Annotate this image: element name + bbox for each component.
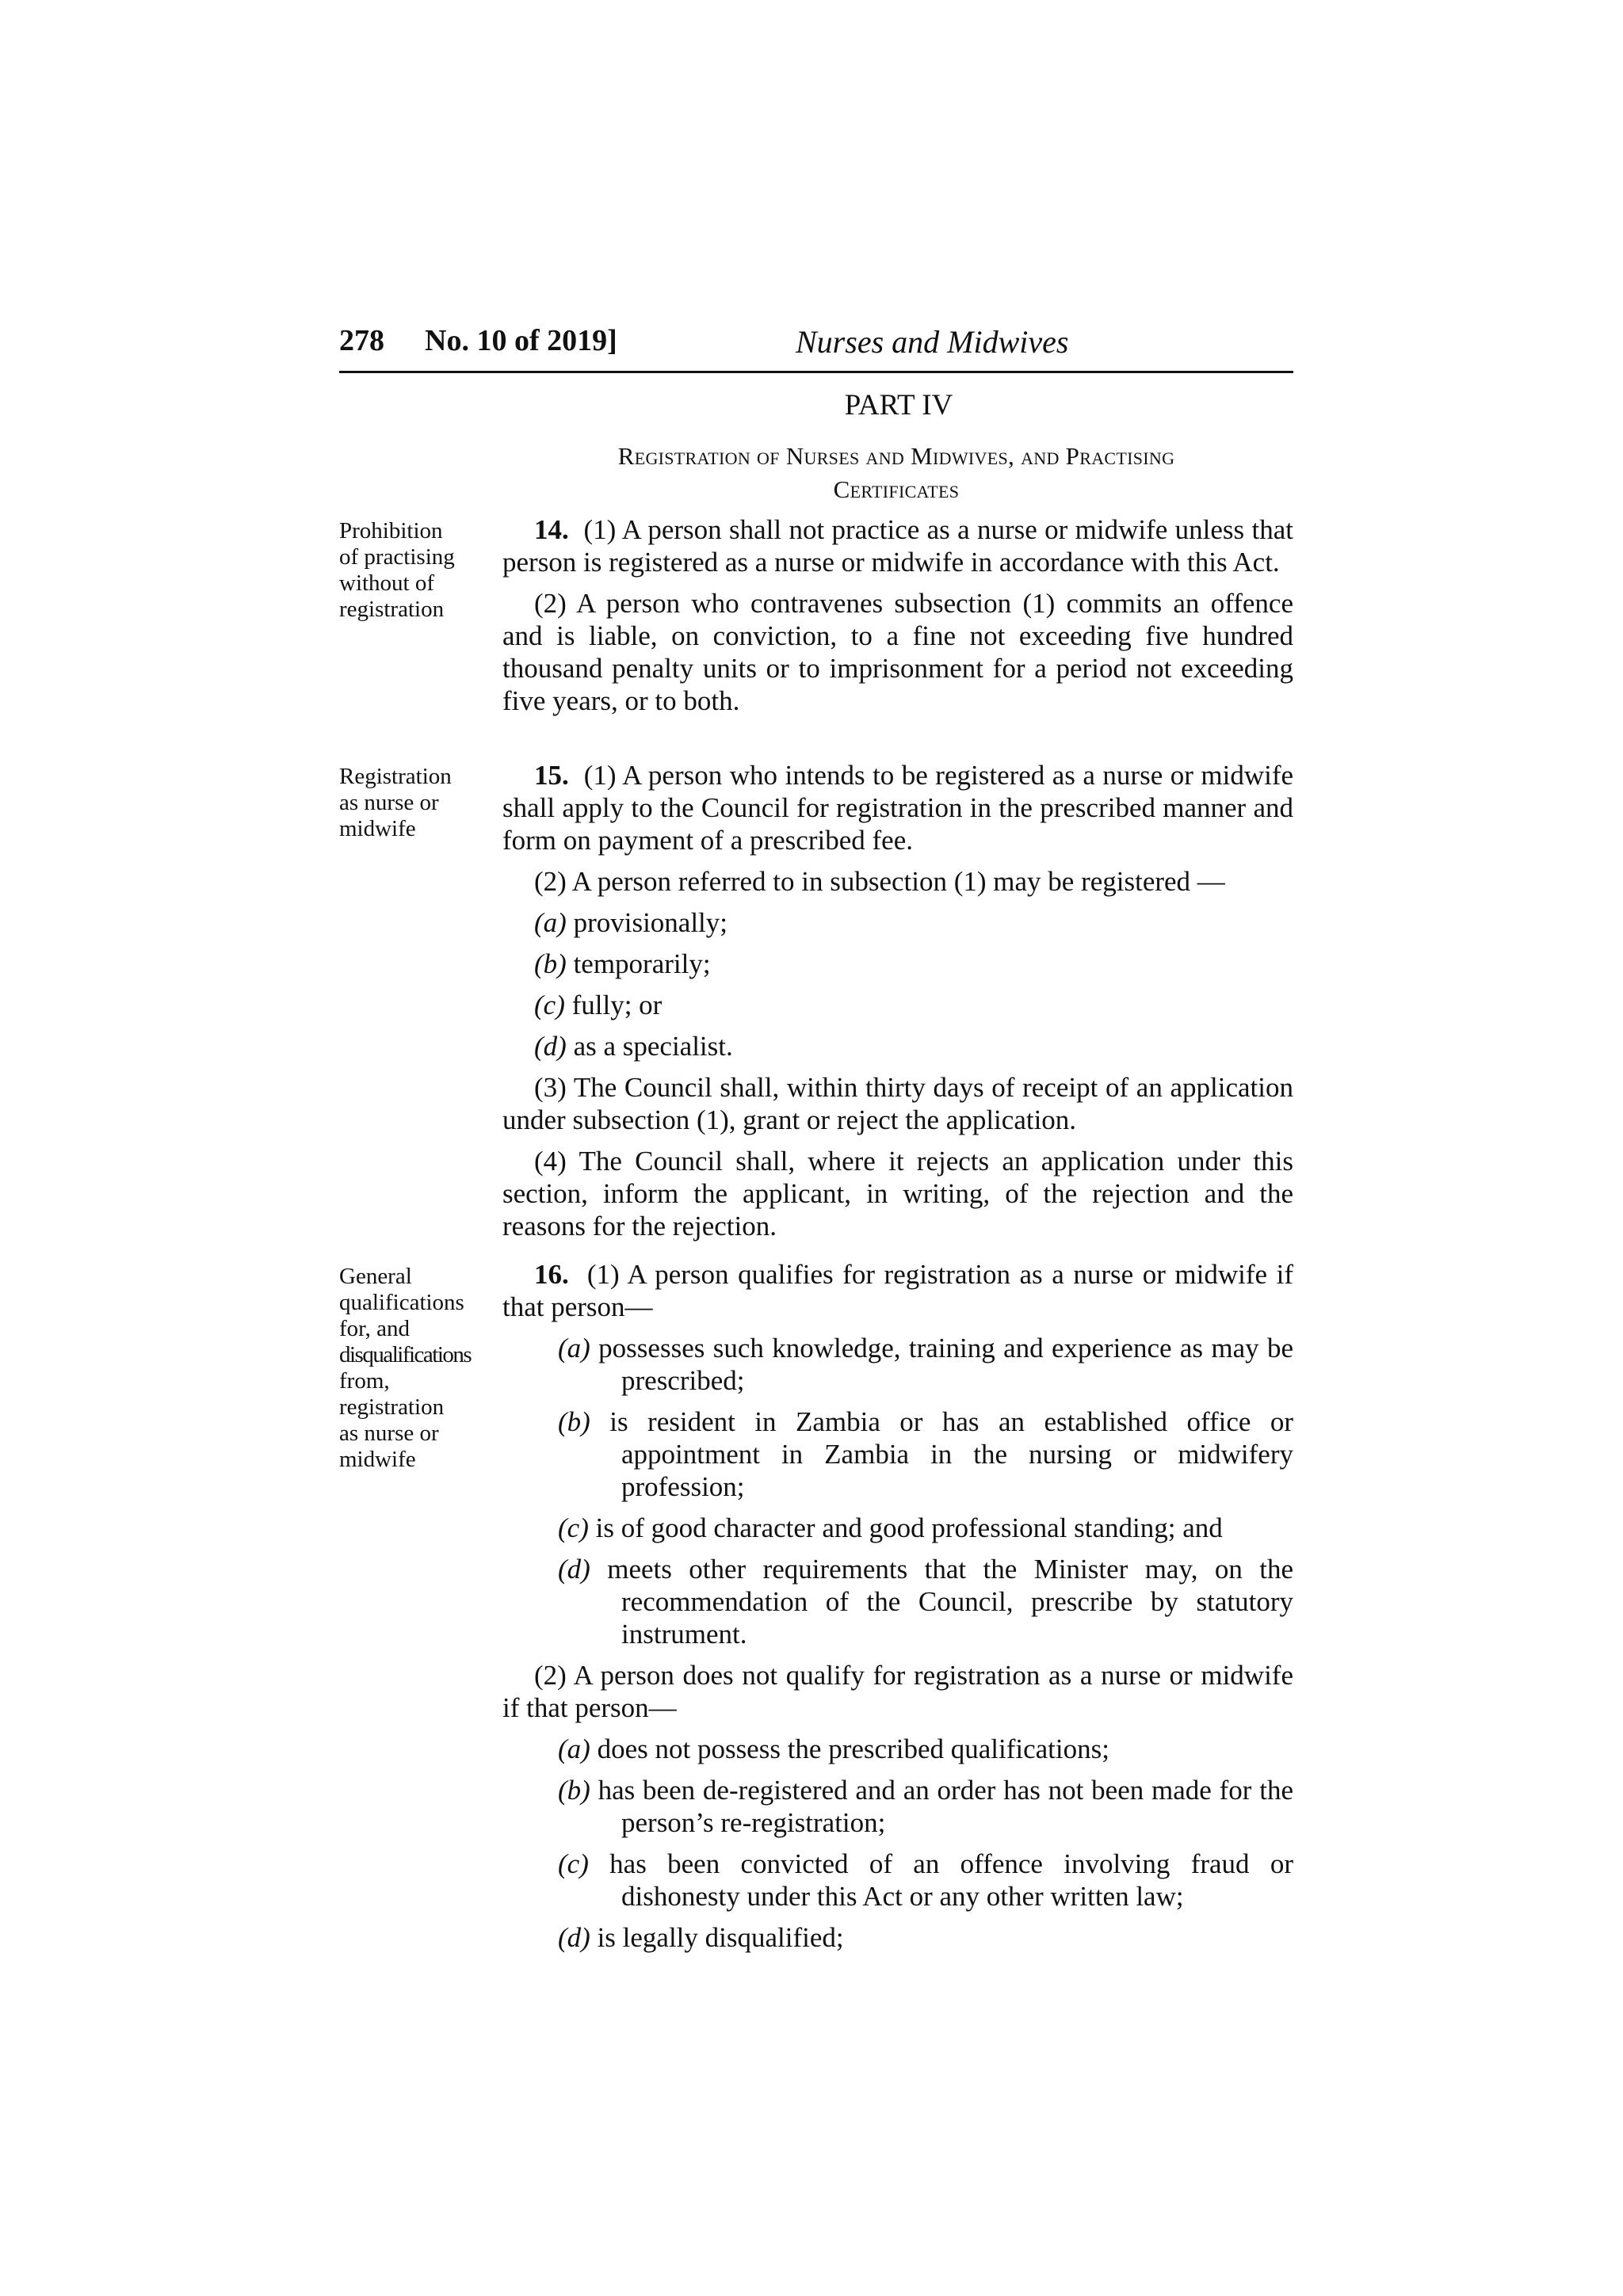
marginal-line: qualifications [339,1290,464,1315]
section-16-subsection-1: 16. (1) A person qualifies for registration as a nurse or midwife if that person— [502,1259,1293,1322]
list-item: (d) as a specialist. [534,1031,733,1062]
running-header [339,323,1293,371]
marginal-line: of practising [339,544,455,570]
marginal-line: midwife [339,1447,416,1472]
section-15-subsection-4: (4) The Council shall, where it rejects an application under this section, inform the applicant, in writing, of the rejection and the reasons for the rejection. [502,1146,1293,1241]
marginal-line: registration [339,597,445,622]
part-heading-line-2: Certificates [833,475,960,503]
marginal-line: as nurse or [339,790,439,815]
part-number: PART IV [844,389,953,421]
list-item: (b) has been de-registered and an order has not been made for the person’s re-registration; [558,1775,1293,1838]
section-15 [502,759,1293,1242]
list-item: (b) is resident in Zambia or has an established office or appointment in Zambia in the nursing or midwifery profession; [558,1406,1294,1502]
list-item: (c) fully; or [534,990,663,1020]
marginal-line: for, and [339,1316,411,1341]
section-16 [502,1258,1293,1954]
marginal-line: registration [339,1394,445,1420]
section-number: 15. [534,760,569,791]
marginal-line: Registration [339,764,452,789]
marginal-note-s16 [339,1264,482,1473]
section-15-subsection-1: 15. (1) A person who intends to be registered as a nurse or midwife shall apply to the Council for registration in the prescribed manner and form on payment of a prescribed fee. [502,760,1294,856]
section-15-subsection-3: (3) The Council shall, within thirty days of receipt of an application under subsection (1), grant or reject the application. [502,1072,1293,1135]
marginal-line: midwife [339,816,416,841]
list-item: (c) has been convicted of an offence involving fraud or dishonesty under this Act or any other written law; [558,1848,1294,1912]
marginal-line: as nurse or [339,1421,439,1446]
list-item: (b) temporarily; [534,948,711,979]
list-item: (a) does not possess the prescribed qualifications; [558,1733,1109,1764]
marginal-line: General [339,1264,412,1289]
marginal-line: disqualifications [339,1342,472,1367]
header-rule [339,371,1293,373]
page-number: 278 [339,324,384,357]
section-14-subsection-2: (2) A person who contravenes subsection (1) commits an offence and is liable, on conviction, to a fine not exceeding five hundred thousand penalty units or to imprisonment for a period not exceeding five years, or to both. [502,588,1293,716]
section-14-subsection-1: 14. (1) A person shall not practice as a nurse or midwife unless that person is registered as a nurse or midwife in accordance with this Act. [502,514,1293,578]
list-item: (a) provisionally; [534,907,727,938]
list-item: (d) meets other requirements that the Minister may, on the recommendation of the Council, prescribe by statutory instrument. [558,1554,1293,1650]
marginal-note-s14 [339,518,482,623]
section-15-subsection-2: (2) A person referred to in subsection (1) may be registered — [534,866,1225,897]
section-number: 16. [534,1259,569,1290]
section-16-subsection-2: (2) A person does not qualify for registration as a nurse or midwife if that person— [502,1660,1293,1723]
act-number: No. 10 of 2019] [425,324,617,357]
list-item: (d) is legally disqualified; [558,1922,844,1953]
list-item: (c) is of good character and good professional standing; and [558,1512,1223,1543]
list-item: (a) possesses such knowledge, training and experience as may be prescribed; [558,1333,1294,1396]
running-title: Nurses and Midwives [796,324,1069,360]
part-heading-line-1: Registration of Nurses and Midwives, and Practising [617,442,1175,470]
marginal-line: without of [339,570,435,596]
section-14 [502,513,1293,717]
part-heading [499,440,1293,506]
marginal-line: from, [339,1368,390,1394]
marginal-line: Prohibition [339,518,443,543]
section-number: 14. [534,514,569,545]
marginal-note-s15 [339,764,482,842]
